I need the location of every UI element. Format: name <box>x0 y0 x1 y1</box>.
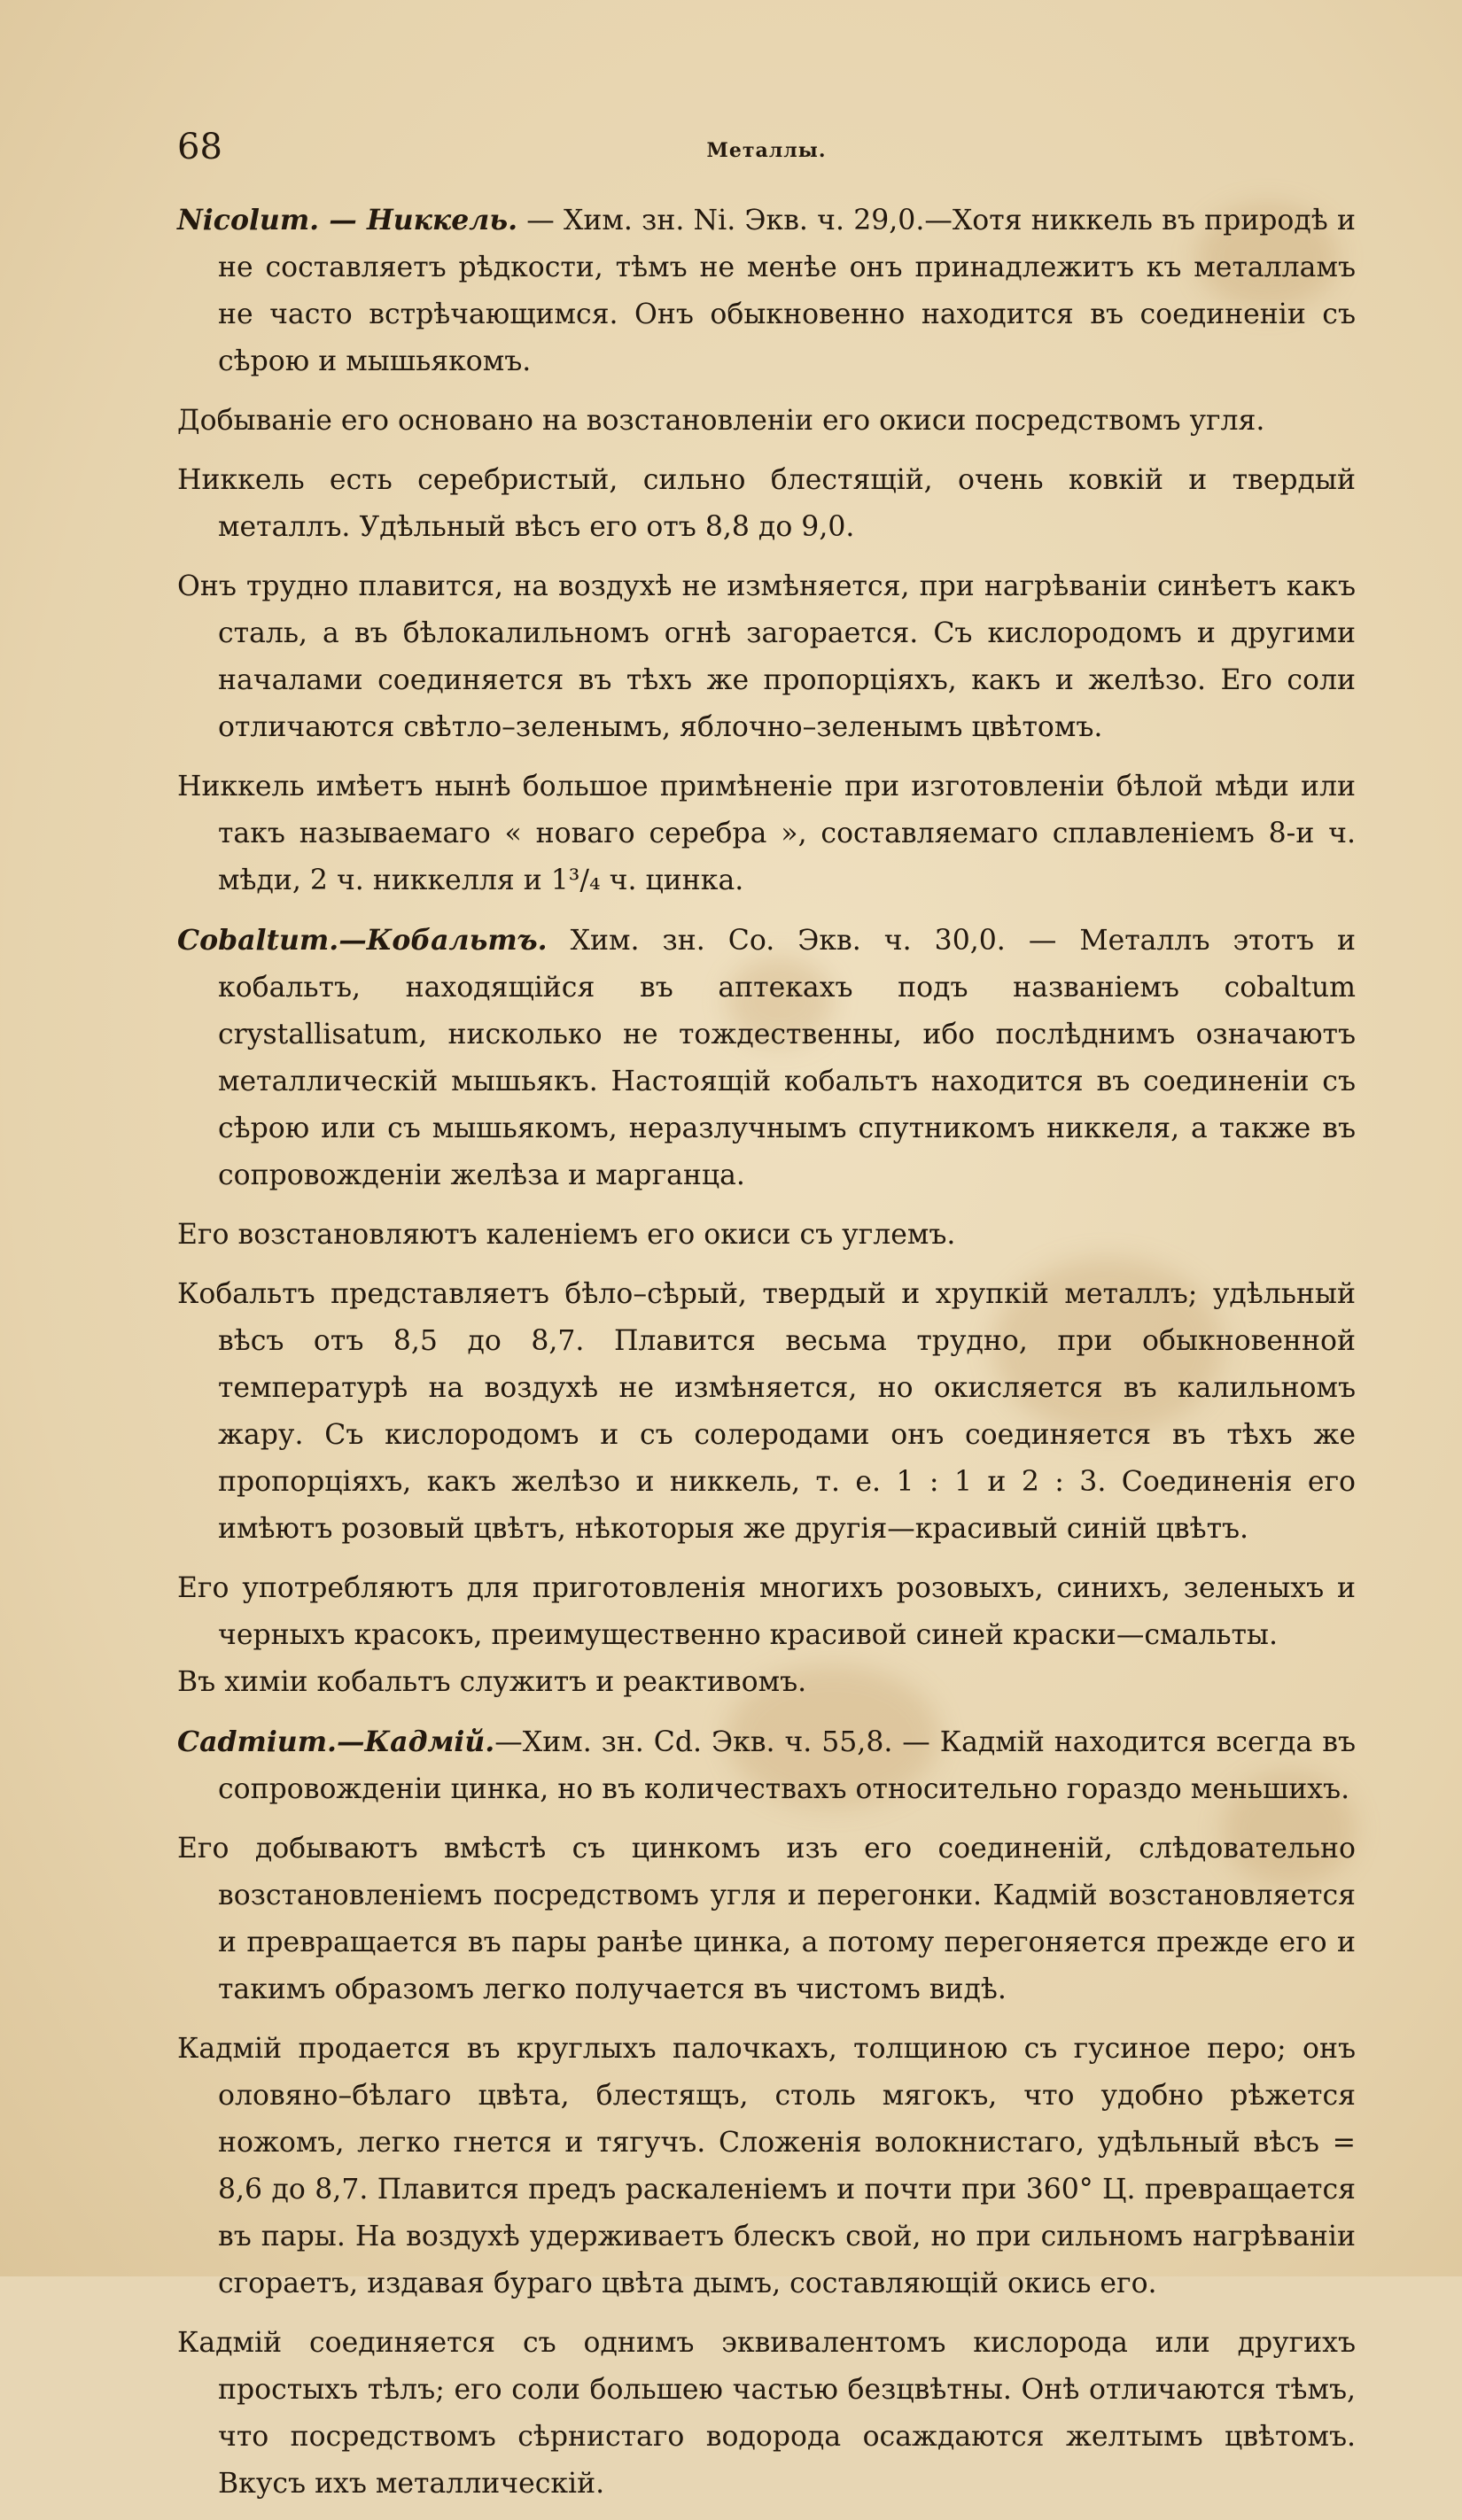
paragraph-text: Никкель есть серебристый, сильно блестящій, очень ковкій и твердый металлъ. Удѣльный вѣсъ его отъ 8,8 до 9,0. <box>177 464 1356 543</box>
paragraph-cadmium-intro <box>177 1718 1356 1813</box>
paragraph-text: Добываніе его основано на возстановленіи его окиси посредствомъ угля. <box>177 405 1265 437</box>
term-nickel: Nicolum. — Никкель. <box>177 204 518 236</box>
paragraph-text: Кобальтъ представляетъ бѣло–сѣрый, твердый и хрупкій металлъ; удѣльный вѣсъ отъ 8,5 до 8,7. Плавится весьма трудно, при обыкновенной температурѣ на воздухѣ не измѣняется, но окисляется въ калильномъ жару. Съ кислородомъ и съ солеродами онъ соединяется въ тѣхъ же пропорціяхъ, какъ желѣзо и никкель, т. е. 1 : 1 и 2 : 3. Соединенія его имѣютъ розовый цвѣтъ, нѣкоторыя же другія—красивый синій цвѣтъ. <box>177 1278 1356 1545</box>
page-number: 68 <box>177 127 222 167</box>
paragraph <box>177 1659 1356 1706</box>
paragraph <box>177 1565 1356 1659</box>
paragraph <box>177 2026 1356 2307</box>
paragraph <box>177 1271 1356 1553</box>
paragraph <box>177 563 1356 751</box>
paragraph-text: Его добываютъ вмѣстѣ съ цинкомъ изъ его соединеній, слѣдовательно возстановленіемъ посредствомъ угля и перегонки. Кадмій возстановляется и превращается въ пары ранѣе цинка, а потому перегоняется прежде его и такимъ образомъ легко получается въ чистомъ видѣ. <box>177 1833 1356 2005</box>
paragraph-text: Кадмій продается въ круглыхъ палочкахъ, толщиною съ гусиное перо; онъ оловяно–бѣлаго цвѣта, блестящъ, столь мягокъ, что удобно рѣжется ножомъ, легко гнется и тягучъ. Сложенія волокнистаго, удѣльный вѣсъ = 8,6 до 8,7. Плавится предъ раскаленіемъ и почти при 360° Ц. превращается въ пары. На воздухѣ удерживаетъ блескъ свой, но при сильномъ нагрѣваніи сгораетъ, издавая бураго цвѣта дымъ, составляющій окись его. <box>177 2033 1356 2299</box>
paragraph <box>177 2320 1356 2508</box>
paragraph <box>177 398 1356 445</box>
term-cadmium: Cadmium.—Кадмій. <box>177 1725 495 1758</box>
paragraph-cobalt-intro <box>177 917 1356 1199</box>
paragraph <box>177 764 1356 904</box>
paragraph-text: Никкель имѣетъ нынѣ большое примѣненіе при изготовленіи бѣлой мѣди или такъ называемаго « новаго серебра », составляемаго сплавленіемъ 8-и ч. мѣди, 2 ч. никкелля и 1³/₄ ч. цинка. <box>177 771 1356 896</box>
paragraph-text: Въ химіи кобальтъ служитъ и реактивомъ. <box>177 1666 807 1698</box>
paragraph-nickel-intro <box>177 197 1356 385</box>
paragraph-text: Онъ трудно плавится, на воздухѣ не измѣняется, при нагрѣваніи синѣетъ какъ сталь, а въ бѣлокалильномъ огнѣ загорается. Съ кислородомъ и другими началами соединяется въ тѣхъ же пропорціяхъ, какъ и желѣзо. Его соли отличаются свѣтло–зеленымъ, яблочно–зеленымъ цвѣтомъ. <box>177 570 1356 743</box>
term-cobalt: Cobaltum.—Кобальтъ. <box>177 924 548 957</box>
running-head: Металлы. <box>706 139 827 162</box>
page-header <box>177 120 1356 174</box>
page-body <box>177 197 1356 2520</box>
paragraph <box>177 1826 1356 2013</box>
paragraph <box>177 457 1356 551</box>
paragraph <box>177 1212 1356 1259</box>
paragraph-text: —Хим. зн. Cd. Экв. ч. 55,8. — Кадмій находится всегда въ сопровожденіи цинка, но въ количествахъ относительно гораздо меньшихъ. <box>218 1726 1356 1805</box>
paragraph-text: Его употребляютъ для приготовленія многихъ розовыхъ, синихъ, зеленыхъ и черныхъ красокъ, преимущественно красивой синей краски—смальты. <box>177 1572 1356 1651</box>
paragraph-text: Кадмій соединяется съ однимъ эквивалентомъ кислорода или другихъ простыхъ тѣлъ; его соли большею частью безцвѣтны. Онѣ отличаются тѣмъ, что посредствомъ сѣрнистаго водорода осаждаются желтымъ цвѣтомъ. Вкусъ ихъ металлическій. <box>177 2327 1356 2500</box>
paragraph-text: Его возстановляютъ каленіемъ его окиси съ углемъ. <box>177 1219 956 1251</box>
paragraph-text: — Хим. зн. Ni. Экв. ч. 29,0.—Хотя никкель въ природѣ и не составляетъ рѣдкости, тѣмъ не менѣе онъ принадлежитъ къ металламъ не часто встрѣчающимся. Онъ обыкновенно находится въ соединеніи съ сѣрою и мышьякомъ. <box>218 205 1356 377</box>
paragraph-text: Хим. зн. Co. Экв. ч. 30,0. — Металлъ этотъ и кобальтъ, находящійся въ аптекахъ подъ названіемъ cobaltum crystallisatum, нисколько не тождественны, ибо послѣднимъ означаютъ металлическій мышьякъ. Настоящій кобальтъ находится въ соединеніи съ сѣрою или съ мышьякомъ, неразлучнымъ спутникомъ никкеля, а также въ сопровожденіи желѣза и марганца. <box>218 925 1356 1191</box>
